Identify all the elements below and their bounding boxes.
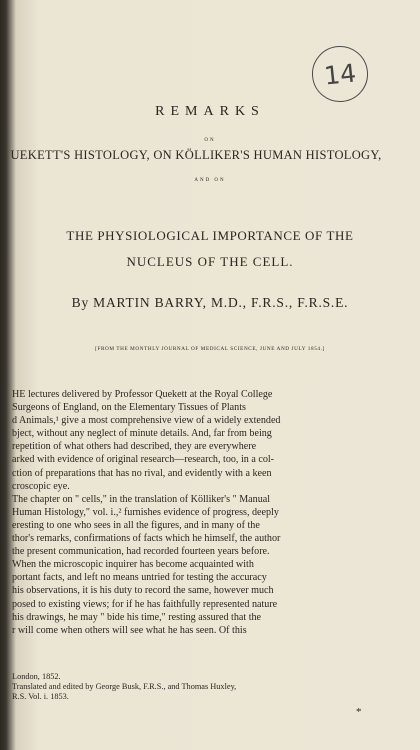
body-line: eresting to one who sees in all the figures, and in many of the [12,519,260,531]
heading-remarks: REMARKS [155,104,265,119]
body-line: r will come when others will see what he has seen. Of this [12,624,247,636]
printer-mark: * [356,706,362,718]
body-line: d Animals,¹ give a most comprehensive view of a widely extended [12,415,281,427]
body-line: his observations, it is his duty to record the same, however much [12,585,274,597]
body-line: repetition of what others had described, they are everywhere [12,441,257,453]
heading-on: ON [204,138,216,143]
body-line: Human Histology," vol. i.,² furnishes evidence of progress, deeply [12,506,279,518]
page-number-stamp [309,43,371,105]
stamp-number: 14 [322,57,358,91]
body-line: When the microscopic inquirer has become acquainted with [12,559,254,571]
footnote-line: R.S. Vol. i. 1853. [12,692,69,701]
body-line: posed to existing views; for if he has faithfully represented nature [12,598,278,610]
body-line: thor's remarks, confirmations of facts which he himself, the author [12,533,281,545]
body-line: ction of preparations that has no rival, and evidently with a keen [12,467,272,479]
author-line: By MARTIN BARRY, M.D., F.R.S., F.R.S.E. [71,295,349,310]
footnote-line: London, 1852. [12,672,61,681]
heading-title-histology: UEKETT'S HISTOLOGY, ON KÖLLIKER'S HUMAN HISTOLOGY, [10,148,382,162]
source-note: [FROM THE MONTHLY JOURNAL OF MEDICAL SCIENCE, JUNE AND JULY 1854.] [95,346,325,352]
heading-title-physiological: THE PHYSIOLOGICAL IMPORTANCE OF THE [66,228,354,243]
heading-title-nucleus: NUCLEUS OF THE CELL. [126,254,294,269]
body-line: the present communication, had recorded fourteen years before. [12,546,270,558]
footnotes [12,672,412,702]
body-line: HE lectures delivered by Professor Quekett at the Royal College [12,389,273,400]
body-line: Surgeons of England, on the Elementary Tissues of Plants [12,402,246,414]
body-line: arked with evidence of original research—research, too, in a col- [12,454,275,466]
body-line: portant facts, and left no means untried for testing the accuracy [12,572,267,584]
body-line: The chapter on " cells," in the translation of Kölliker's " Manual [12,493,271,505]
body-line: croscopic eye. [12,480,70,492]
footnote-line: Translated and edited by George Busk, F.R.S., and Thomas Huxley, [12,682,237,691]
body-text [12,388,412,637]
body-line: his drawings, he may " bide his time," resting assured that the [12,611,262,623]
heading-and-on: AND ON [194,178,226,183]
body-line: bject, without any neglect of minute details. And, far from being [12,428,272,440]
